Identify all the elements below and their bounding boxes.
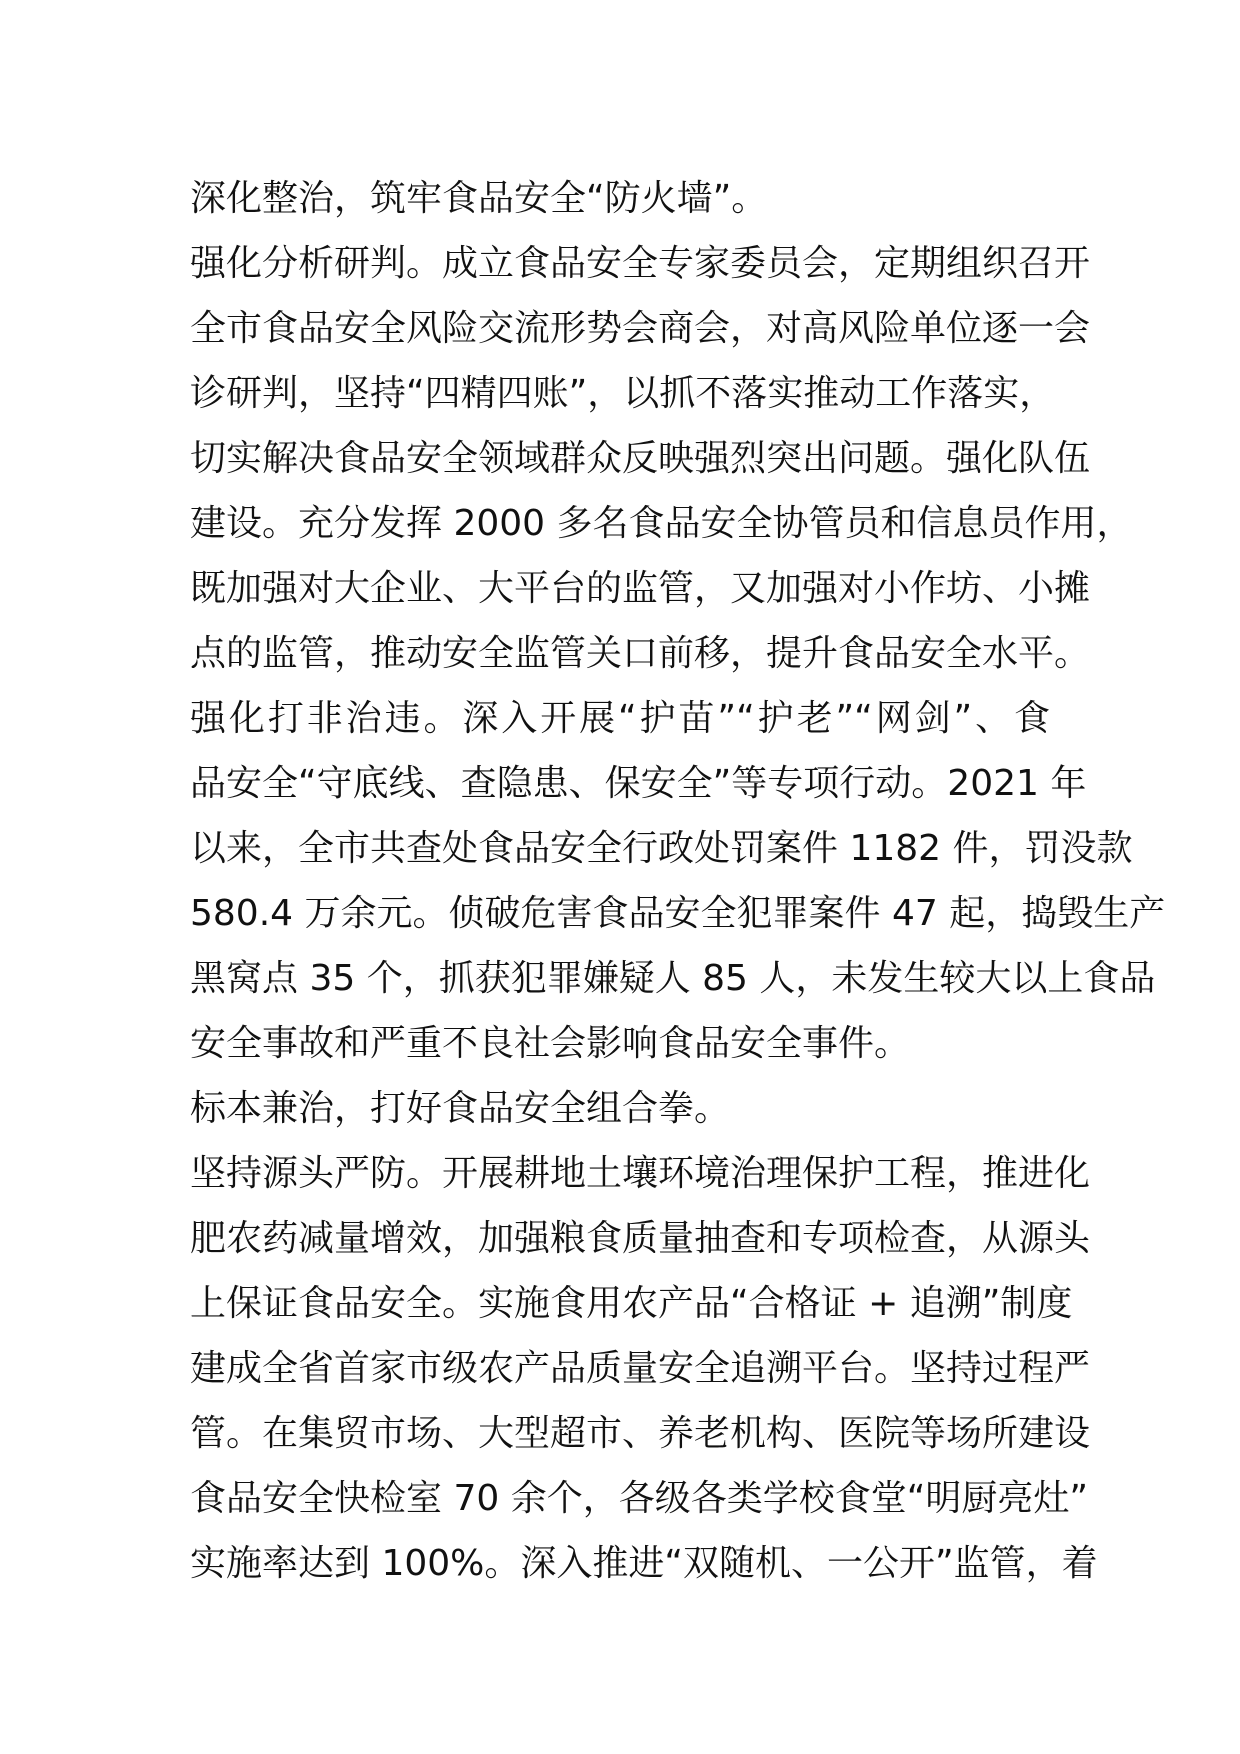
paragraph-line: 安全事故和严重不良社会影响食品安全事件。 — [190, 1023, 911, 1064]
paragraph-line: 品安全“守底线、查隐患、保安全”等专项行动。2021 年 — [190, 763, 1087, 804]
paragraph-line: 诊研判，坚持“四精四账”，以抓不落实推动工作落实， — [190, 373, 1056, 414]
paragraph-line: 建成全省首家市级农产品质量安全追溯平台。坚持过程严 — [190, 1348, 1091, 1389]
paragraph-line: 既加强对大企业、大平台的监管，又加强对小作坊、小摊 — [190, 568, 1091, 609]
paragraph-line: 管。在集贸市场、大型超市、养老机构、医院等场所建设 — [190, 1413, 1091, 1454]
paragraph-line: 建设。充分发挥 2000 多名食品安全协管员和信息员作用， — [190, 503, 1133, 544]
paragraph-line: 以来，全市共查处食品安全行政处罚案件 1182 件，罚没款 — [190, 828, 1133, 869]
section-heading-deepen-rectification: 深化整治，筑牢食品安全“防火墙”。 — [190, 178, 768, 219]
paragraph-line: 实施率达到 100%。深入推进“双随机、一公开”监管，着 — [190, 1543, 1098, 1584]
paragraph-line: 点的监管，推动安全监管关口前移，提升食品安全水平。 — [190, 633, 1091, 674]
paragraph-line: 上保证食品安全。实施食用农产品“合格证 + 追溯”制度 — [190, 1283, 1073, 1324]
paragraph-line: 580.4 万余元。侦破危害食品安全犯罪案件 47 起，捣毁生产 — [190, 893, 1166, 934]
paragraph-line: 食品安全快检室 70 余个，各级各类学校食堂“明厨亮灶” — [190, 1478, 1088, 1519]
document-page — [190, 166, 1166, 1596]
paragraph-line: 黑窝点 35 个，抓获犯罪嫌疑人 85 人，未发生较大以上食品 — [190, 958, 1156, 999]
paragraph-line: 肥农药减量增效，加强粮食质量抽查和专项检查，从源头 — [190, 1218, 1091, 1259]
paragraph-line: 切实解决食品安全领域群众反映强烈突出问题。强化队伍 — [190, 438, 1091, 479]
section-heading-comprehensive-governance: 标本兼治，打好食品安全组合拳。 — [190, 1088, 731, 1129]
paragraph-line: 坚持源头严防。开展耕地土壤环境治理保护工程，推进化 — [190, 1153, 1091, 1194]
paragraph-line: 全市食品安全风险交流形势会商会，对高风险单位逐一会 — [190, 308, 1091, 349]
paragraph-line: 强化分析研判。成立食品安全专家委员会，定期组织召开 — [190, 243, 1091, 284]
paragraph-line: 强化打非治违。深入开展“护苗”“护老”“网剑”、食 — [190, 698, 1050, 739]
